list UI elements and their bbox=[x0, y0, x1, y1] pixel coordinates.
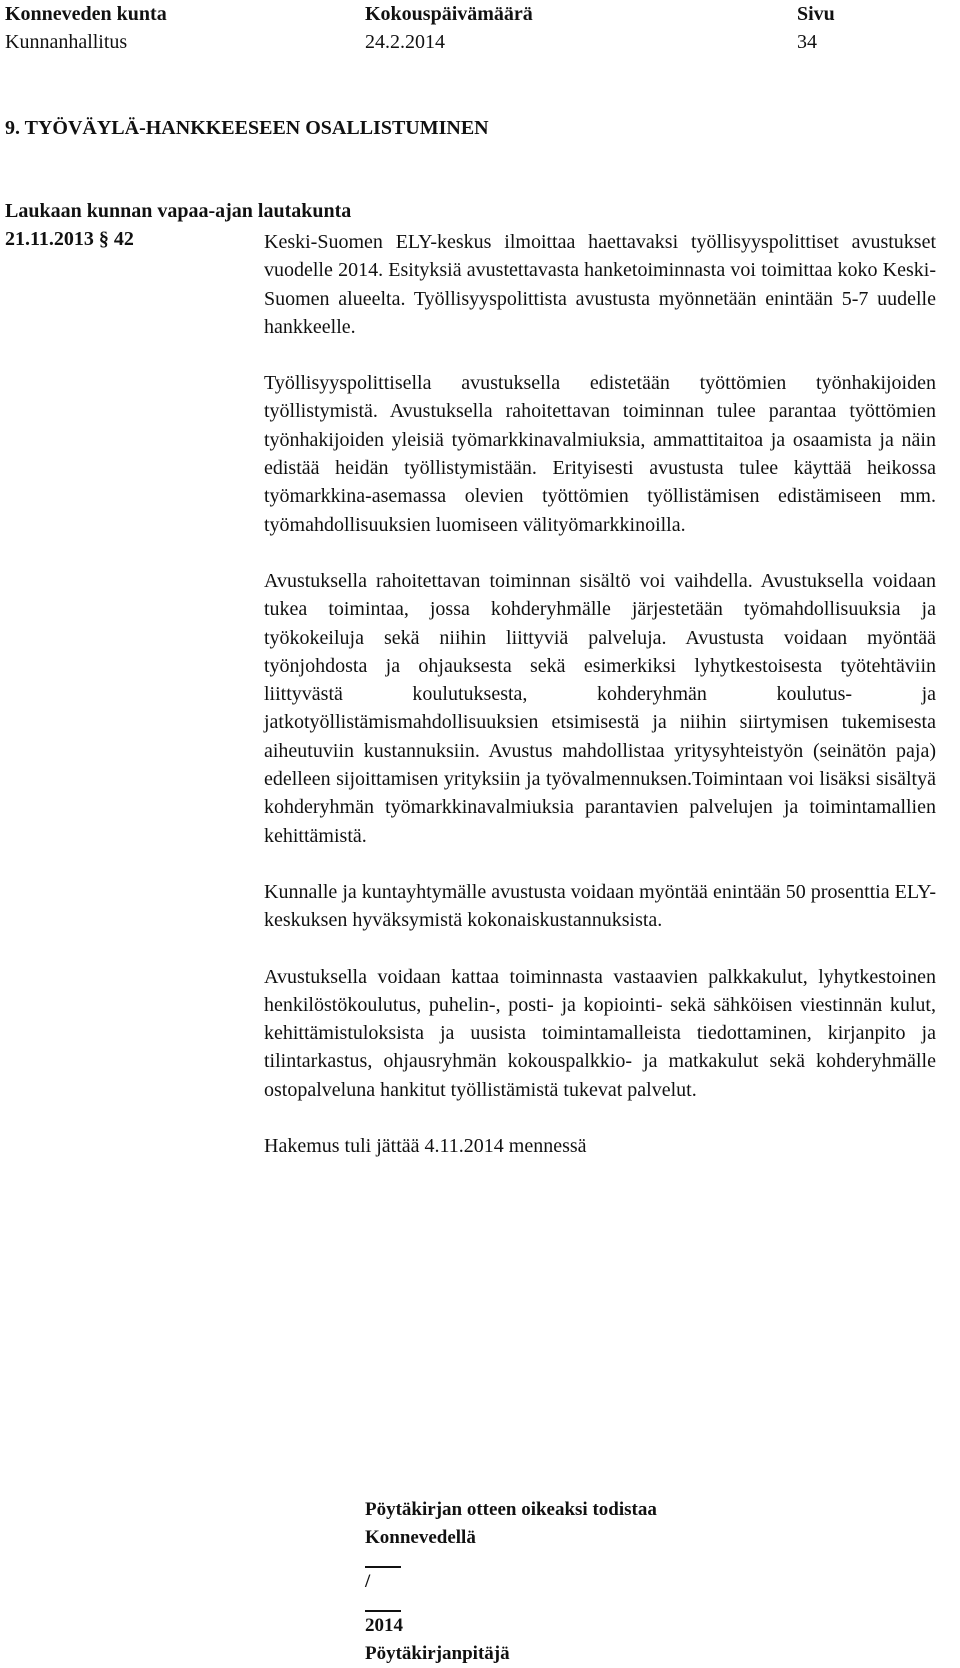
meeting-date-label: Kokouspäivämäärä bbox=[365, 3, 533, 25]
day-blank bbox=[365, 1552, 401, 1568]
paragraph: Avustuksella rahoitettavan toiminnan sisältö voi vaihdella. Avustuksella voidaan tukea toimintaa, jossa kohderyhmälle järjestetään työmahdollisuuksia ja työkokeiluja sekä niihin liittyviä palveluja. Avustusta voidaan myöntää työnjohdosta ja ohjauksesta sekä esimerkiksi lyhytkestoisesta työtehtäviin liittyvästä koulutuksesta, kohderyhmän koulutus- ja jatkotyöllistämismahdollisuuksien etsimisestä ja niihin siirtymisen tukemisesta aiheutuviin kustannuksiin. Avustus mahdollistaa yritysyhteistyön (seinätön paja) edelleen sijoittamisen yrityksiin ja työvalmennuksen.Toimintaan voi lisäksi sisältyä kohderyhmän työmarkkinavalmiuksia parantavien palvelujen ja toimintamallien kehittämistä. bbox=[264, 569, 936, 847]
certification-text: Pöytäkirjan otteen oikeaksi todistaa bbox=[365, 1499, 657, 1520]
section-title: 9. TYÖVÄYLÄ-HANKKEESEEN OSALLISTUMINEN bbox=[5, 117, 489, 139]
paragraph: Avustuksella voidaan kattaa toiminnasta vastaavien palkkakulut, lyhytkestoinen henkilöstökoulutus, puhelin-, posti- ja kopiointi- sekä sähköisen viestinnän kulut, kehittämistuloksista ja uusista toimintamalleista tiedottaminen, kirjanpito ja tilintarkastus, ohjausryhmän kokouspalkkio- ja matkakulut sekä kohderyhmälle ostopalveluna hankitut työllistämistä tukevat palvelut. bbox=[264, 965, 936, 1101]
paragraph: Työllisyyspolittisella avustuksella edistetään työttömien työnhakijoiden työllistymistä. Avustuksella rahoitettavan toiminnan tulee parantaa työttömien työnhakijoiden yleisiä työmarkkinavalmiuksia, ammattitaitoa ja osaamista ja näin edistää heidän työllistymistään. Erityisesti avustusta tulee käyttää heikossa työmarkkina-asemassa olevien työttömien työllistämisen edistämiseen mm. työmahdollisuuksien luomiseen välityömarkkinoilla. bbox=[264, 372, 936, 536]
year: 2014 bbox=[365, 1615, 403, 1636]
paragraph: Kunnalle ja kuntayhtymälle avustusta voidaan myöntää enintään 50 prosenttia ELY-keskuksen hyväksymistä kokonaiskustannuksista. bbox=[264, 880, 936, 932]
paragraph: Keski-Suomen ELY-keskus ilmoittaa haettavaksi työllisyyspolittiset avustukset vuodelle 2014. Esityksiä avustettavasta hanketoiminnasta voi toimittaa koko Keski-Suomen alueelta. Työllisyyspolittista avustusta myönnetään enintään 5-7 uudelle hankkeelle. bbox=[264, 231, 936, 338]
place: Konnevedellä bbox=[365, 1527, 476, 1548]
body-text bbox=[264, 228, 936, 1160]
meeting-date: 24.2.2014 bbox=[365, 31, 445, 53]
page-label: Sivu bbox=[797, 3, 835, 25]
footer-certification bbox=[365, 1496, 657, 1668]
body-name: Kunnanhallitus bbox=[5, 31, 128, 53]
header-date-column bbox=[365, 0, 533, 56]
date-separator: / bbox=[365, 1571, 371, 1592]
meeting-reference: 21.11.2013 § 42 bbox=[5, 228, 134, 250]
header-page-column bbox=[797, 0, 835, 56]
signer-title: Pöytäkirjanpitäjä bbox=[365, 1643, 510, 1664]
page-number: 34 bbox=[797, 31, 817, 53]
municipality-name: Konneveden kunta bbox=[5, 3, 167, 25]
place-date-line bbox=[365, 1524, 657, 1640]
month-blank bbox=[365, 1596, 401, 1612]
board-name: Laukaan kunnan vapaa-ajan lautakunta bbox=[5, 200, 352, 222]
header-municipality-column bbox=[5, 0, 167, 56]
paragraph: Hakemus tuli jättää 4.11.2014 mennessä bbox=[264, 1135, 587, 1158]
